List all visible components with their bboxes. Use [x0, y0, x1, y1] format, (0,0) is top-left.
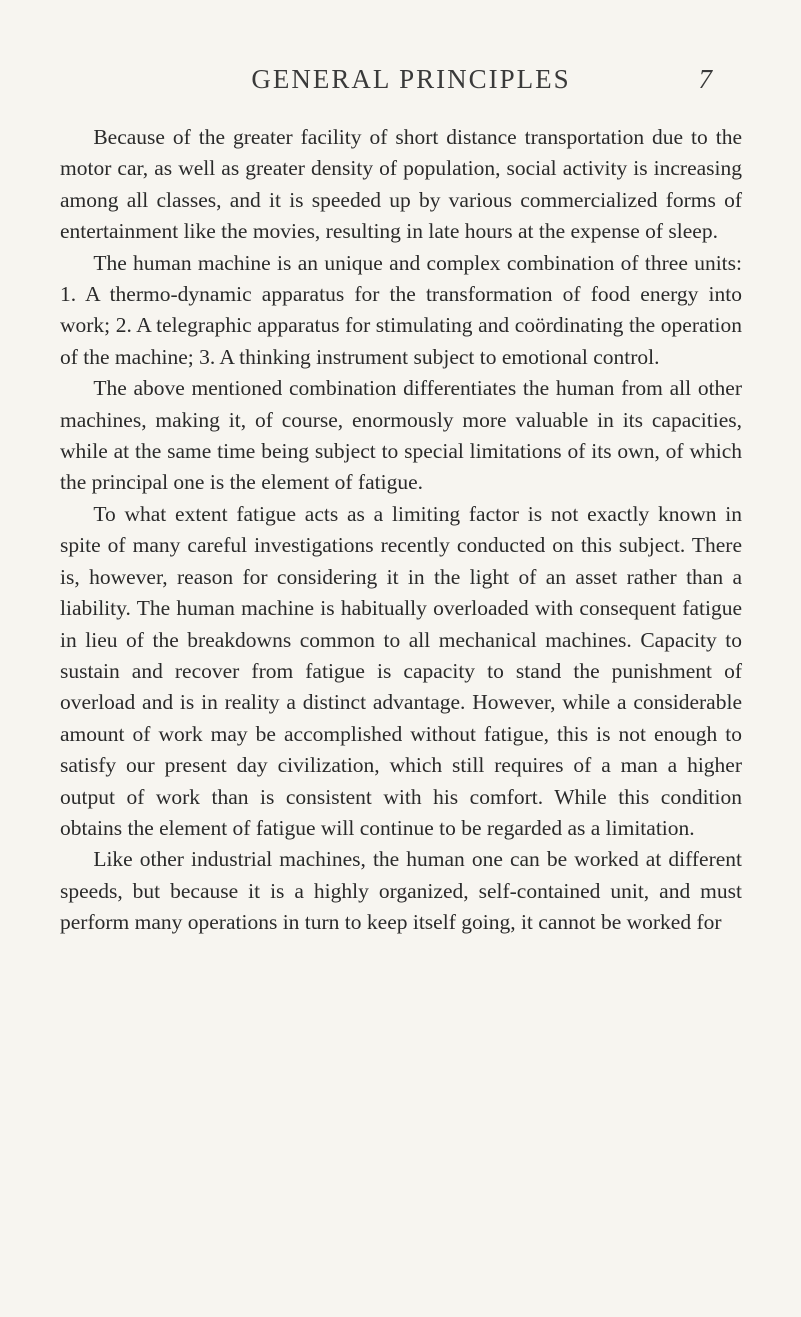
page-number: 7 — [698, 64, 712, 94]
paragraph: To what extent fatigue acts as a limiting factor is not exactly known in spite of many careful investigations recently conducted on this subject. There is, however, reason for considering it in the light of an asset rather than a liability. The human machine is habitually overloaded with consequent fatigue in lieu of the breakdowns common to all mechanical machines. Capacity to sustain and recover from fatigue is capacity to stand the punishment of overload and is in reality a distinct advantage. However, while a considerable amount of work may be accomplished without fatigue, this is not enough to satisfy our present day civilization, which still requires of a man a higher output of work than is consistent with his comfort. While this condition obtains the element of fatigue will continue to be regarded as a limitation. — [60, 501, 742, 840]
paragraph: The above mentioned combination differentiates the human from all other machines, making it, of course, enormously more valuable in its capacities, while at the same time being subject to special limitations of its own, of which the principal one is the element of fatigue. — [60, 376, 742, 495]
paragraph: Because of the greater facility of short distance transportation due to the motor car, as well as greater density of population, social activity is increasing among all classes, and it is speeded up by various commercialized forms of entertainment like the movies, resulting in late hours at the expense of sleep. — [60, 125, 742, 244]
paragraph: The human machine is an unique and complex combination of three units: 1. A thermo-dynamic apparatus for the transformation of food energy into work; 2. A telegraphic apparatus for stimulating and coördinating the operation of the machine; 3. A thinking instrument subject to emotional control. — [60, 250, 742, 369]
body-text — [60, 122, 742, 939]
paragraph: Like other industrial machines, the human one can be worked at different speeds, but because it is a highly organized, self-contained unit, and must perform many operations in turn to keep itself going, it cannot be worked for — [60, 847, 742, 935]
running-header — [110, 64, 712, 104]
chapter-title: GENERAL PRINCIPLES — [251, 64, 571, 94]
